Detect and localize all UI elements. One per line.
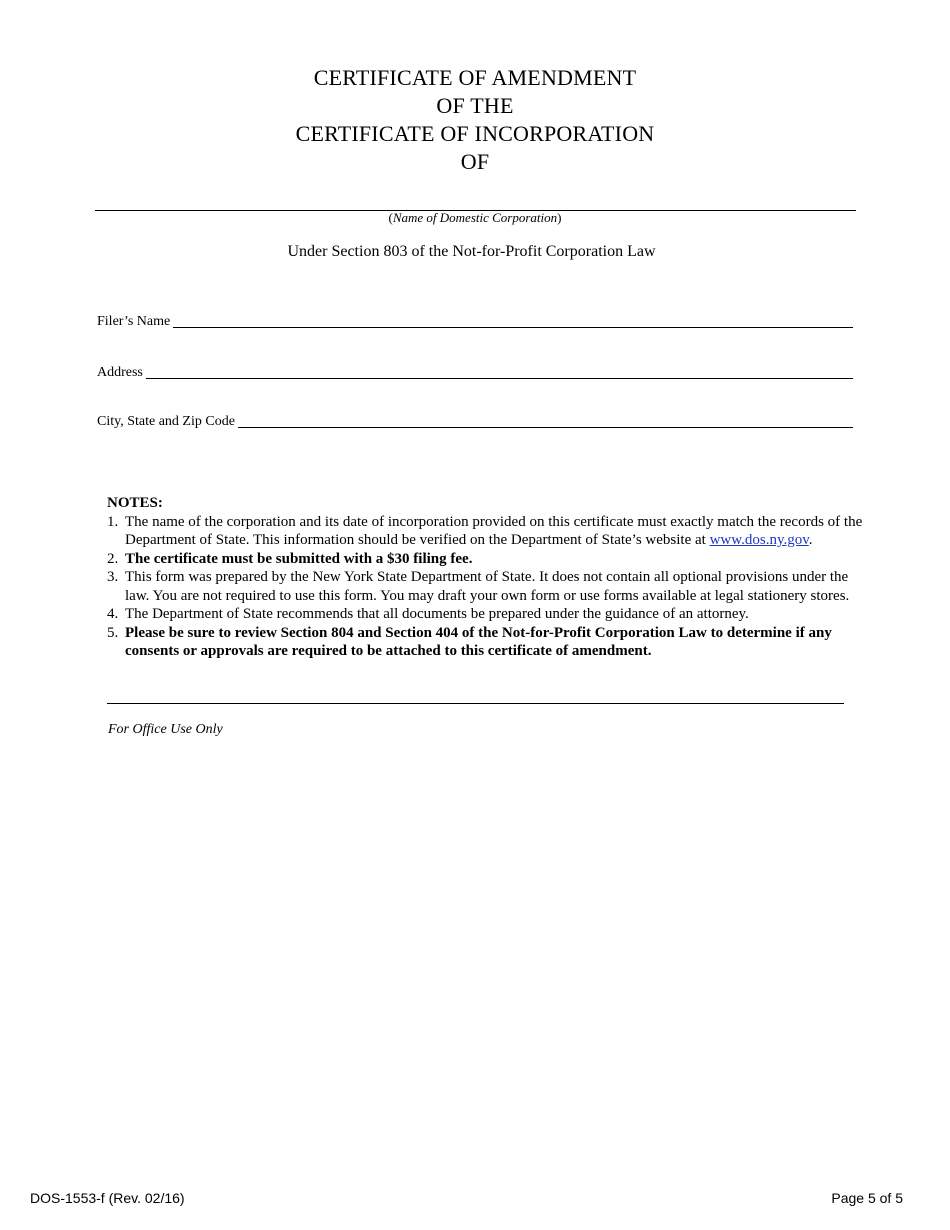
note-text: The name of the corporation and its date of incorporation provided on this certificate must exactly match the records of the Department of State. This information should be verified on the Department of State’s website at www.dos.ny.gov. [125,513,863,548]
corporation-name-caption-text: Name of Domestic Corporation [392,210,558,225]
note-number: 2. [107,550,119,567]
page-number: Page 5 of 5 [831,1190,903,1206]
address-input[interactable] [146,377,853,379]
note-number: 1. [107,513,119,530]
note-number: 3. [107,569,119,585]
note-text: The Department of State recommends that all documents be prepared under the guidance of an attorney. [125,606,749,622]
note-text: Please be sure to review Section 804 and Section 404 of the Not-for-Profit Corporation Law to determine if any consents or approvals are required to be attached to this certificate of amendment. [125,624,832,659]
form-id: DOS-1553-f (Rev. 02/16) [30,1190,185,1206]
title-line-2: OF THE [436,93,514,118]
address-field [97,364,853,382]
filer-name-label: Filer’s Name [97,314,171,329]
note-number: 5. [107,624,119,641]
notes-section [107,494,867,661]
filer-name-field [97,313,853,331]
notes-heading: NOTES: [107,495,163,511]
dos-website-link[interactable]: www.dos.ny.gov [709,532,809,548]
city-state-zip-field [97,413,853,431]
title-line-4: OF [460,149,490,174]
corporation-name-caption: (Name of Domestic Corporation) [388,210,562,225]
note-item [107,624,867,661]
title-line-3: CERTIFICATE OF INCORPORATION [295,121,655,146]
note-item [107,550,867,569]
city-state-zip-label: City, State and Zip Code [97,414,235,429]
note-item [107,513,867,550]
city-state-zip-input[interactable] [238,426,853,428]
note-text: This form was prepared by the New York State Department of State. It does not contain all optional provisions under the law. You are not required to use this form. You may draft your own form or use forms available at legal stationery stores. [125,569,850,604]
note-item [107,568,867,605]
note-number: 4. [107,606,119,622]
document-title [0,64,950,176]
note-item [107,605,867,624]
notes-divider [107,703,844,704]
section-statement: Under Section 803 of the Not-for-Profit Corporation Law [287,243,656,260]
note-text: The certificate must be submitted with a $30 filing fee. [125,550,473,567]
office-use-label: For Office Use Only [108,722,223,737]
title-line-1: CERTIFICATE OF AMENDMENT [313,65,637,90]
address-label: Address [97,365,143,380]
filer-name-input[interactable] [173,326,853,328]
